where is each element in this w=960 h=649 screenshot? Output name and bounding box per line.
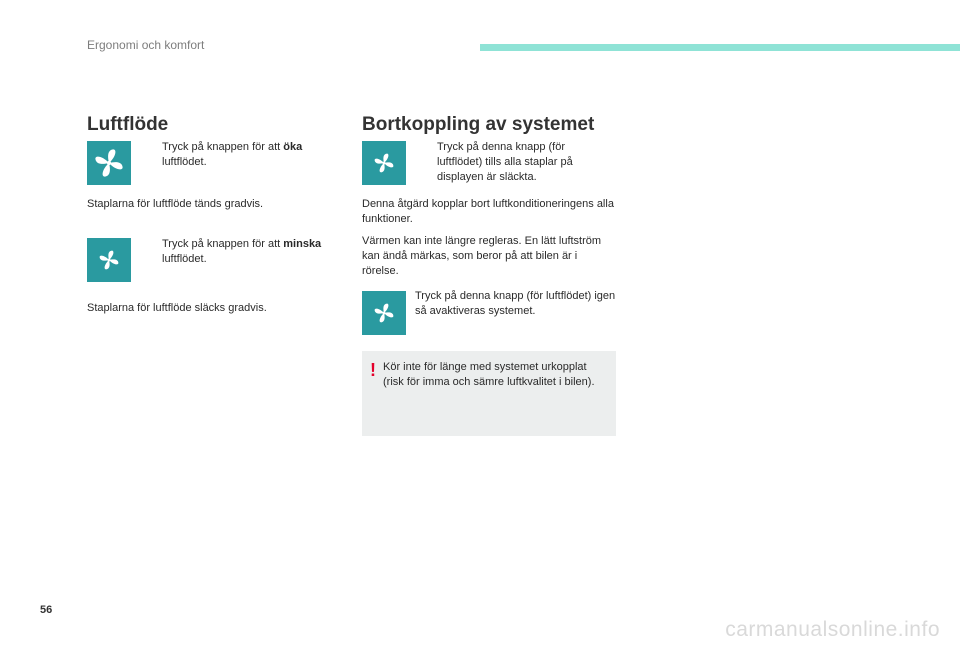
fan-icon (373, 302, 395, 324)
fan-icon (98, 249, 120, 271)
warning-icon: ! (370, 360, 376, 380)
page-number: 56 (40, 604, 53, 616)
fan-decrease-button-image (87, 238, 131, 282)
fan-reactivate-button-image (362, 291, 406, 335)
increase-note: Staplarna för luftflöde tänds gradvis. (87, 198, 264, 210)
instruction-reactivate: Tryck på denna knapp (för luftflödet) igen så avaktiveras systemet. (415, 290, 616, 317)
fan-increase-button-image (87, 141, 131, 185)
watermark: carmanualsonline.info (725, 618, 940, 641)
instruction-decrease: Tryck på knappen för att minska luftflödet. (162, 238, 322, 265)
instruction-switch-off: Tryck på denna knapp (för luftflödet) tills alla staplar på displayen är släckta. (437, 141, 573, 183)
fan-icon (93, 147, 125, 179)
warning-text: Kör inte för länge med systemet urkopplat (risk för imma och sämre luftkvalitet i bilen). (383, 361, 595, 388)
instruction-increase: Tryck på knappen för att öka luftflödet. (162, 141, 303, 168)
decrease-note: Staplarna för luftflöde släcks gradvis. (87, 302, 267, 314)
paragraph-disconnect: Denna åtgärd kopplar bort luftkonditioneringens alla funktioner. (362, 198, 614, 225)
header-accent-bar (480, 44, 960, 51)
heading-luftflode: Luftflöde (87, 114, 169, 135)
paragraph-heating: Värmen kan inte längre regleras. En lätt luftström kan ändå märkas, som beror på att bilen är i rörelse. (362, 235, 602, 277)
heading-bortkoppling: Bortkoppling av systemet (362, 114, 595, 135)
fan-button-image (362, 141, 406, 185)
fan-icon (373, 152, 395, 174)
section-title: Ergonomi och komfort (87, 38, 205, 52)
